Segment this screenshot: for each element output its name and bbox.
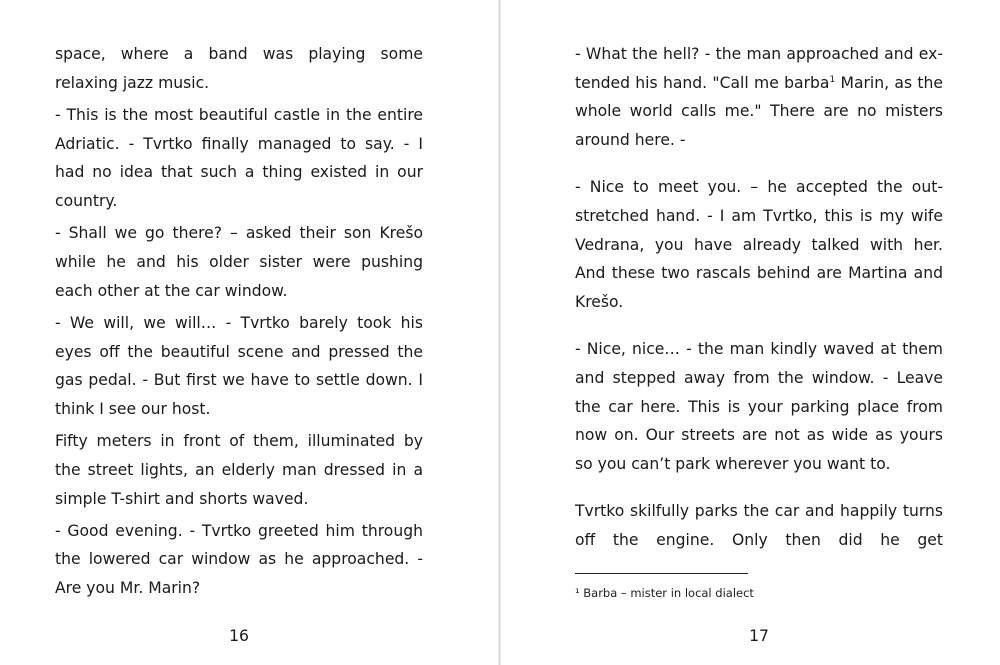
- paragraph: Fifty meters in front of them, illuminated by the street lights, an elderly man dressed in a simple T-shirt and shorts waved.: [55, 432, 423, 508]
- left-page-body: [55, 40, 423, 606]
- footnote: ¹ Barba – mister in local dialect: [575, 586, 754, 600]
- paragraph: - Nice to meet you. – he accepted the outstretched hand. - I am Tvrtko, this is my wife Vedrana, you have already talked with her. And these two rascals behind are Martina and Krešo.: [575, 178, 943, 312]
- paragraph-text: - What the hell? - the man approached and extended his hand. "Call me barba: [575, 45, 943, 92]
- paragraph: - Good evening. - Tvrtko greeted him through the lowered car window as he approached. - Are you Mr. Marin?: [55, 521, 423, 598]
- paragraph: space, where a band was playing some relaxing jazz music.: [55, 45, 423, 92]
- footnote-divider: [575, 573, 748, 574]
- paragraph: [575, 40, 943, 155]
- page-number-left: 16: [229, 627, 249, 645]
- right-page-body: [575, 40, 943, 573]
- paragraph: - Shall we go there? – asked their son Krešo while he and his older sister were pushing each other at the car window.: [55, 224, 423, 300]
- footnote-marker: 1: [829, 74, 836, 85]
- paragraph: - This is the most beautiful castle in the entire Adriatic. - Tvrtko finally managed to say. - I had no idea that such a thing existed in our country.: [55, 105, 423, 211]
- paragraph: Tvrtko skilfully parks the car and happily turns off the engine. Only then did he get: [575, 502, 943, 550]
- left-page: [0, 0, 498, 665]
- paragraph-text: Marin, as the whole world calls me." There are no misters around here. -: [575, 73, 943, 150]
- right-page: [501, 0, 1000, 665]
- paragraph: - We will, we will… - Tvrtko barely took his eyes off the beautiful scene and pressed the gas pedal. - But first we have to settle down. I think I see our host.: [55, 313, 423, 418]
- page-number-right: 17: [749, 627, 769, 645]
- paragraph: - Nice, nice… - the man kindly waved at them and stepped away from the window. - Leave the car here. This is your parking place from now on. Our streets are not as wide as yours so you can’t park wherever you want to.: [575, 340, 943, 474]
